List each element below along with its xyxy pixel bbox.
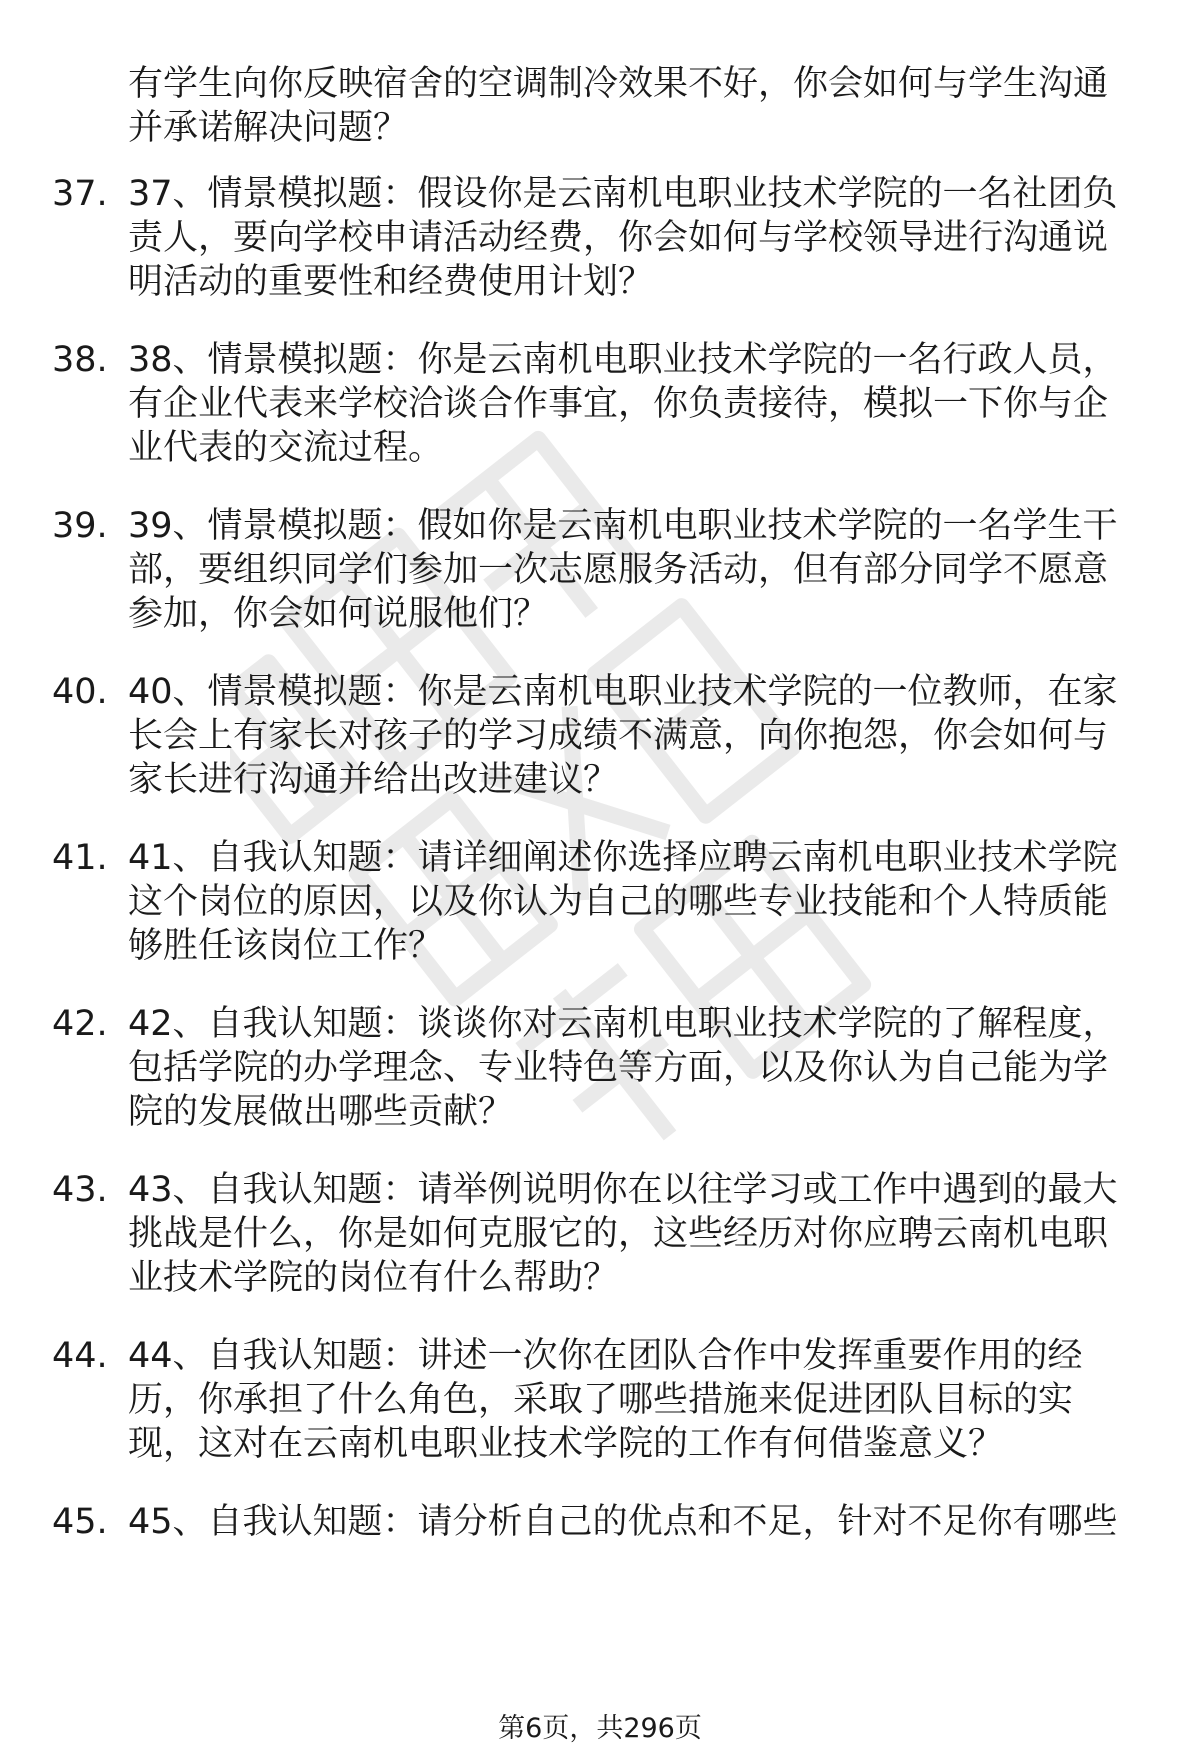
question-text (128, 1002, 1158, 1134)
text-line: 历，你承担了什么角色，采取了哪些措施来促进团队目标的实 (128, 1380, 1074, 1420)
question-text (128, 1168, 1158, 1300)
page-number-label: 第6页，共296页 (498, 1713, 702, 1744)
question-number: 39. (52, 506, 108, 546)
question-number: 45. (52, 1502, 108, 1542)
text-line: 挑战是什么，你是如何克服它的，这些经历对你应聘云南机电职 (128, 1214, 1109, 1254)
text-line: 业代表的交流过程。 (128, 428, 444, 468)
question-text (128, 1500, 1158, 1544)
question-text (128, 836, 1158, 968)
text-line: 45、自我认知题：请分析自己的优点和不足，针对不足你有哪些 (128, 1502, 1118, 1542)
question-number: 38. (52, 340, 108, 380)
question-text (128, 670, 1158, 802)
question-item (0, 1500, 1200, 1544)
question-text (128, 172, 1158, 304)
text-line: 部，要组织同学们参加一次志愿服务活动，但有部分同学不愿意 (128, 550, 1109, 590)
text-line: 业技术学院的岗位有什么帮助？ (128, 1258, 619, 1298)
text-line: 41、自我认知题：请详细阐述你选择应聘云南机电职业技术学院 (128, 838, 1118, 878)
text-line: 包括学院的办学理念、专业特色等方面，以及你认为自己能为学 (128, 1048, 1109, 1088)
question-text (128, 1334, 1158, 1466)
text-line: 并承诺解决问题？ (128, 108, 409, 148)
question-number: 37. (52, 174, 108, 214)
question-number: 42. (52, 1004, 108, 1044)
text-line: 40、情景模拟题：你是云南机电职业技术学院的一位教师，在家 (128, 672, 1118, 712)
text-line: 参加，你会如何说服他们？ (128, 594, 549, 634)
text-line: 42、自我认知题：谈谈你对云南机电职业技术学院的了解程度， (128, 1004, 1118, 1044)
question-number: 44. (52, 1336, 108, 1376)
page-footer (0, 1712, 1200, 1746)
text-line: 家长进行沟通并给出改进建议？ (128, 760, 619, 800)
question-number: 43. (52, 1170, 108, 1210)
continued-question-text (128, 62, 1158, 150)
text-line: 37、情景模拟题：假设你是云南机电职业技术学院的一名社团负 (128, 174, 1118, 214)
text-line: 44、自我认知题：讲述一次你在团队合作中发挥重要作用的经 (128, 1336, 1083, 1376)
text-line: 39、情景模拟题：假如你是云南机电职业技术学院的一名学生干 (128, 506, 1118, 546)
text-line: 责人，要向学校申请活动经费，你会如何与学校领导进行沟通说 (128, 218, 1109, 258)
text-line: 长会上有家长对孩子的学习成绩不满意，向你抱怨，你会如何与 (128, 716, 1109, 756)
text-line: 明活动的重要性和经费使用计划？ (128, 262, 654, 302)
question-text (128, 504, 1158, 636)
text-line: 43、自我认知题：请举例说明你在以往学习或工作中遇到的最大 (128, 1170, 1118, 1210)
text-line: 有学生向你反映宿舍的空调制冷效果不好，你会如何与学生沟通 (128, 64, 1109, 104)
text-line: 38、情景模拟题：你是云南机电职业技术学院的一名行政人员， (128, 340, 1118, 380)
question-number: 40. (52, 672, 108, 712)
text-line: 现，这对在云南机电职业技术学院的工作有何借鉴意义？ (128, 1424, 1004, 1464)
text-line: 够胜任该岗位工作？ (128, 926, 444, 966)
text-line: 这个岗位的原因，以及你认为自己的哪些专业技能和个人特质能 (128, 882, 1109, 922)
text-line: 院的发展做出哪些贡献？ (128, 1092, 514, 1132)
question-text (128, 338, 1158, 470)
question-number: 41. (52, 838, 108, 878)
text-line: 有企业代表来学校洽谈合作事宜，你负责接待，模拟一下你与企 (128, 384, 1109, 424)
